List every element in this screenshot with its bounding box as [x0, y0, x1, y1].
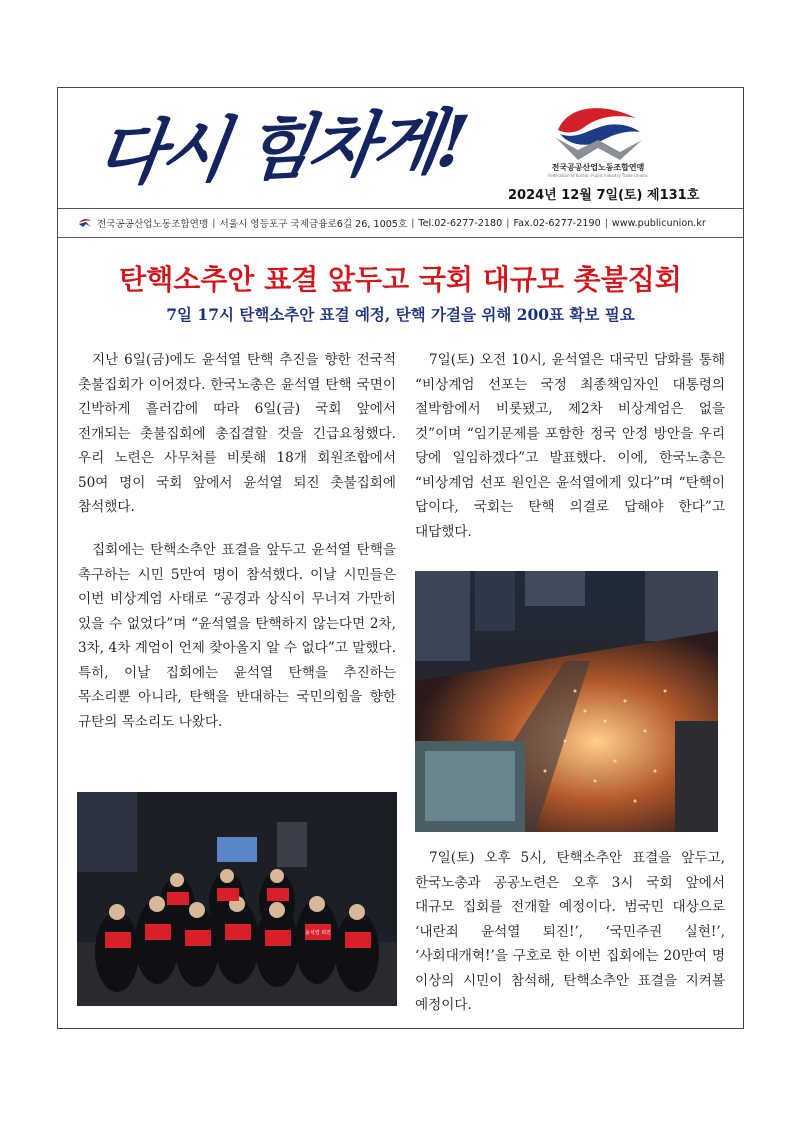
masthead	[58, 88, 743, 208]
body-paragraph: 7일(토) 오전 10시, 윤석열은 대국민 담화를 통해 “비상계엄 선포는 국정 최종책임자인 대통령의 절박함에서 비롯됐고, 제2차 비상계엄은 없을 것”이며 “임기문제를 포함한 정국 안정 방안을 우리 당에 일임하겠다”고 발표했다. 이에, 한국노총은 “비상계엄 선포 원인은 윤석열에게 있다”며 “탄핵이 답이다, 국회는 탄핵 의결로 답해야 한다”고 대답했다.	[415, 352, 725, 540]
subheadline: 7일 17시 탄핵소추안 표결 예정, 탄핵 가결을 위해 200표 확보 필요	[166, 305, 635, 324]
headline: 탄핵소추안 표결 앞두고 국회 대규모 촛불집회	[119, 263, 682, 296]
issue-date: 2024년 12월 7일(토) 제131호	[508, 188, 700, 203]
brand-title: 다시 힘차게!	[91, 99, 471, 196]
org-name: 전국공공산업노동조합연맹	[551, 163, 645, 172]
sign-text: 윤석열 퇴진	[305, 930, 331, 936]
org-name-en: Federation of Korean Public Industry Trade Unions	[548, 173, 648, 178]
union-logo-icon	[548, 100, 648, 162]
contact-org: 전국공공산업노동조합연맹	[97, 219, 209, 230]
body-paragraph: 7일(토) 오후 5시, 탄핵소추안 표결을 앞두고, 한국노총과 공공노련은 오후 3시 국회 앞에서 대규모 집회를 전개할 예정이다. 범국민 대상으로 ‘내란죄 윤석열 퇴진!’, ‘국민주권 실현!’, ‘사회대개혁!’을 구호로 한 이번 집회에는 20만여 명 이상의 시민이 참석해, 탄핵소추안 표결을 지켜볼 예정이다.	[415, 850, 725, 1013]
separator: |	[411, 217, 415, 229]
separator: |	[212, 217, 216, 229]
brand-logo	[91, 94, 478, 202]
separator: |	[604, 217, 608, 229]
group-photo	[77, 792, 397, 1006]
body-paragraph: 지난 6일(금)에도 윤석열 탄핵 추진을 향한 전국적 촛불집회가 이어졌다. 한국노총은 윤석열 탄핵 국면이 긴박하게 흘러감에 따라 6일(금) 국회 앞에서 전개되는 촛불집회에 총집결할 것을 긴급요청했다. 우리 노련은 사무처를 비롯해 18개 회원조합에서 50여 명이 국회 앞에서 윤석열 퇴진 촛불집회에 참석했다.	[78, 352, 396, 515]
newsletter-page	[57, 87, 744, 1029]
contact-fax: Fax.02-6277-2190	[513, 217, 601, 229]
crowd-photo	[415, 571, 718, 832]
contact-web[interactable]: www.publicunion.kr	[611, 217, 706, 229]
crowd-photo-image	[415, 571, 718, 832]
group-photo-image	[77, 792, 397, 1006]
contact-tel: Tel.02-6277-2180	[418, 217, 503, 229]
mini-logo-icon	[78, 218, 92, 228]
separator: |	[506, 217, 510, 229]
contact-bar	[58, 208, 743, 238]
contact-address: 서울시 영등포구 국제금융로6길 26, 1005호	[219, 219, 408, 230]
body-paragraph: 집회에는 탄핵소추안 표결을 앞두고 윤석열 탄핵을 촉구하는 시민 5만여 명이 참석했다. 이날 시민들은 이번 비상계엄 사태로 “공경과 상식이 무너져 가만히 있을 수 없었다”며 “윤석열을 탄핵하지 않는다면 2차, 3차, 4차 계엄이 언제 찾아올지 알 수 없다”고 말했다. 특히, 이날 집회에는 윤석열 탄핵을 추진하는 목소리뿐 아니라, 탄핵을 반대하는 국민의힘을 향한 규탄의 목소리도 나왔다.	[78, 542, 396, 730]
